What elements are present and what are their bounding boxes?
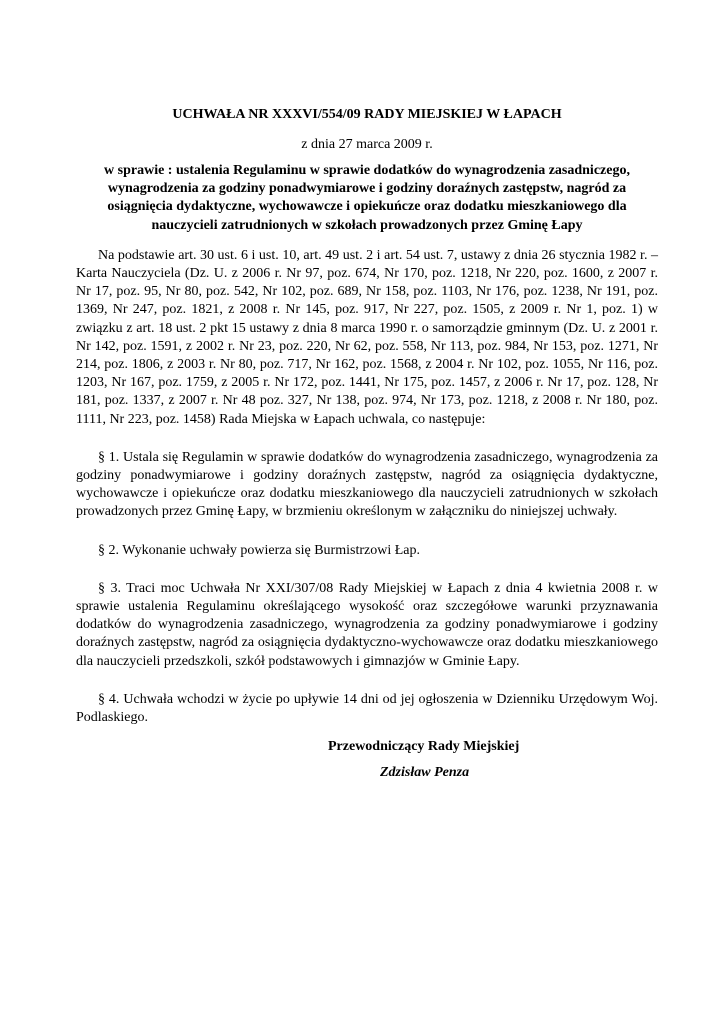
section-3-paragraph: § 3. Traci moc Uchwała Nr XXI/307/08 Rady Miejskiej w Łapach z dnia 4 kwietnia 2008 r. w sprawie ustalenia Regulaminu określającego wysokość oraz szczegółowe warunki przyznawania dodatków do wynagrodzenia zasadniczego, wynagrodzenia za godziny ponadwymiarowe i godziny doraźnych zastępstw, nagród za osiągnięcia dydaktyczno-wychowawcze oraz dodatku mieszkaniowego dla nauczycieli przedszkoli, szkół podstawowych i gimnazjów w Gminie Łapy. bbox=[76, 580, 658, 669]
signature-role: Przewodniczący Rady Miejskiej bbox=[328, 739, 520, 754]
legal-basis-paragraph: Na podstawie art. 30 ust. 6 i ust. 10, art. 49 ust. 2 i art. 54 ust. 7, ustawy z dnia 26 stycznia 1982 r. – Karta Nauczyciela (Dz. U. z 2006 r. Nr 97, poz. 674, Nr 170, poz. 1218, Nr 220, poz. 1600, z 2007 r. Nr 17, poz. 95, Nr 80, poz. 542, Nr 102, poz. 689, Nr 158, poz. 1103, Nr 176, poz. 1238, Nr 191, poz. 1369, Nr 247, poz. 1821, z 2008 r. Nr 145, poz. 917, Nr 227, poz. 1505, z 2009 r. Nr 1, poz. 1) w związku z art. 18 ust. 2 pkt 15 ustawy z dnia 8 marca 1990 r. o samorządzie gminnym (Dz. U. z 2001 r. Nr 142, poz. 1591, z 2002 r. Nr 23, poz. 220, Nr 62, poz. 558, Nr 113, poz. 984, Nr 153, poz. 1271, Nr 214, poz. 1806, z 2003 r. Nr 80, poz. 717, Nr 162, poz. 1568, z 2004 r. Nr 102, poz. 1055, Nr 116, poz. 1203, Nr 167, poz. 1759, z 2005 r. Nr 172, poz. 1441, Nr 175, poz. 1457, z 2006 r. Nr 17, poz. 128, Nr 181, poz. 1337, z 2007 r. Nr 48 poz. 327, Nr 138, poz. 974, Nr 173, poz. 1218, z 2008 r. Nr 180, poz. 1111, Nr 223, poz. 1458) Rada Miejska w Łapach uchwala, co następuje: bbox=[76, 247, 658, 427]
signature-block bbox=[328, 738, 588, 782]
section-2-paragraph: § 2. Wykonanie uchwały powierza się Burmistrzowi Łap. bbox=[98, 542, 420, 558]
resolution-date: z dnia 27 marca 2009 r. bbox=[301, 137, 433, 152]
signature-name: Zdzisław Penza bbox=[380, 765, 470, 780]
section-1-paragraph: § 1. Ustala się Regulamin w sprawie dodatków do wynagrodzenia zasadniczego, wynagrodzenia za godziny ponadwymiarowe i godziny doraźnych zastępstw, nagród za osiągnięcia dydaktyczne, wychowawcze i opiekuńcze oraz dodatku mieszkaniowego dla nauczycieli zatrudnionych w szkołach prowadzonych przez Gminę Łapy, w brzmieniu określonym w załączniku do niniejszej uchwały. bbox=[76, 449, 658, 520]
section-4-paragraph: § 4. Uchwała wchodzi w życie po upływie 14 dni od jej ogłoszenia w Dzienniku Urzędowym Woj. Podlaskiego. bbox=[76, 691, 658, 726]
resolution-title: UCHWAŁA NR XXXVI/554/09 RADY MIEJSKIEJ W ŁAPACH bbox=[172, 107, 562, 122]
resolution-subject: w sprawie : ustalenia Regulaminu w sprawie dodatków do wynagrodzenia zasadniczego, wynagrodzenia za godziny ponadwymiarowe i godziny doraźnych zastępstw, nagród za osiągnięcia dydaktyczne, wychowawcze i opiekuńcze oraz dodatku mieszkaniowego dla nauczycieli zatrudnionych w szkołach prowadzonych przez Gminę Łapy bbox=[104, 163, 630, 233]
document-page bbox=[76, 106, 658, 727]
